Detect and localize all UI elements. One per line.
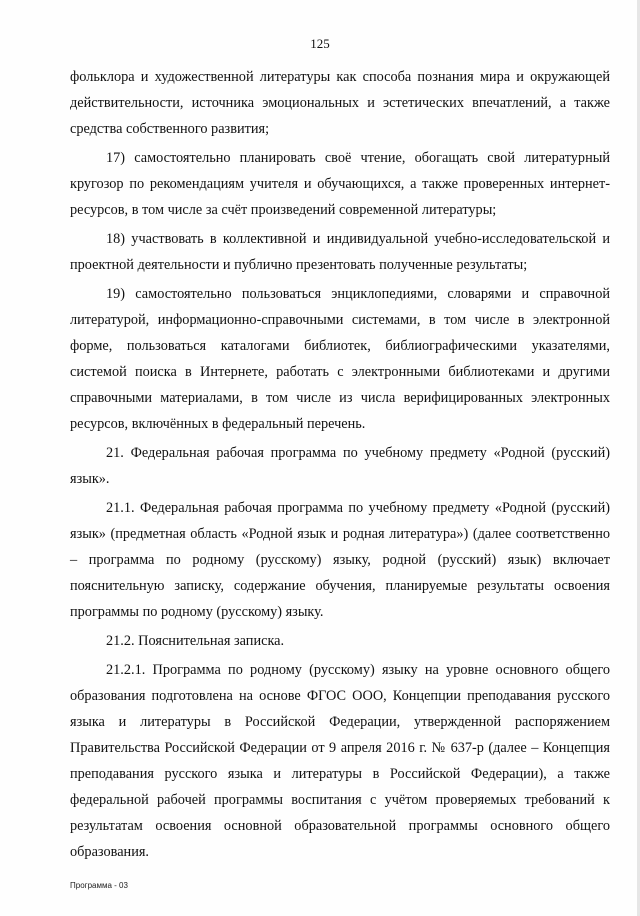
- paragraph-continuation: фольклора и художественной литературы как способа познания мира и окружающей действительности, источника эмоциональных и эстетических впечатлений, а также средства собственного развития;: [70, 69, 610, 137]
- document-body: [70, 64, 610, 868]
- page-number: 125: [310, 36, 330, 51]
- section-heading-21-2: 21.2. Пояснительная записка.: [106, 633, 285, 649]
- paragraph-21-1: 21.1. Федеральная рабочая программа по учебному предмету «Родной (русский) язык» (предметная область «Родной язык и родная литература») (далее соответственно – программа по родному (русскому) языку, родной (русский) язык) включает пояснительную записку, содержание обучения, планируемые результаты освоения программы по родному (русскому) языку.: [70, 500, 610, 620]
- paragraph-item-19: 19) самостоятельно пользоваться энциклопедиями, словарями и справочной литературой, информационно-справочными системами, в том числе в электронной форме, пользоваться каталогами библиотек, библиографическими указателями, системой поиска в Интернете, работать с электронными библиотеками и другими справочными материалами, в том числе из числа верифицированных электронных ресурсов, включённых в федеральный перечень.: [70, 286, 610, 432]
- paragraph-item-17: 17) самостоятельно планировать своё чтение, обогащать свой литературный кругозор по рекомендациям учителя и обучающихся, а также проверенных интернет-ресурсов, в том числе за счёт произведений современной литературы;: [70, 150, 610, 218]
- paragraph-21-2-1: 21.2.1. Программа по родному (русскому) языку на уровне основного общего образования подготовлена на основе ФГОС ООО, Концепции преподавания русского языка и литературы в Российской Федерации, утвержденной распоряжением Правительства Российской Федерации от 9 апреля 2016 г. № 637-р (далее – Концепция преподавания русского языка и литературы в Российской Федерации), а также федеральной рабочей программы воспитания с учётом проверяемых требований к результатам освоения основной образовательной программы основного общего образования.: [70, 662, 610, 860]
- paragraph-item-18: 18) участвовать в коллективной и индивидуальной учебно-исследовательской и проектной деятельности и публично презентовать полученные результаты;: [70, 231, 610, 273]
- page-footer: Программа - 03: [70, 881, 128, 890]
- section-heading-21: 21. Федеральная рабочая программа по учебному предмету «Родной (русский) язык».: [70, 445, 610, 487]
